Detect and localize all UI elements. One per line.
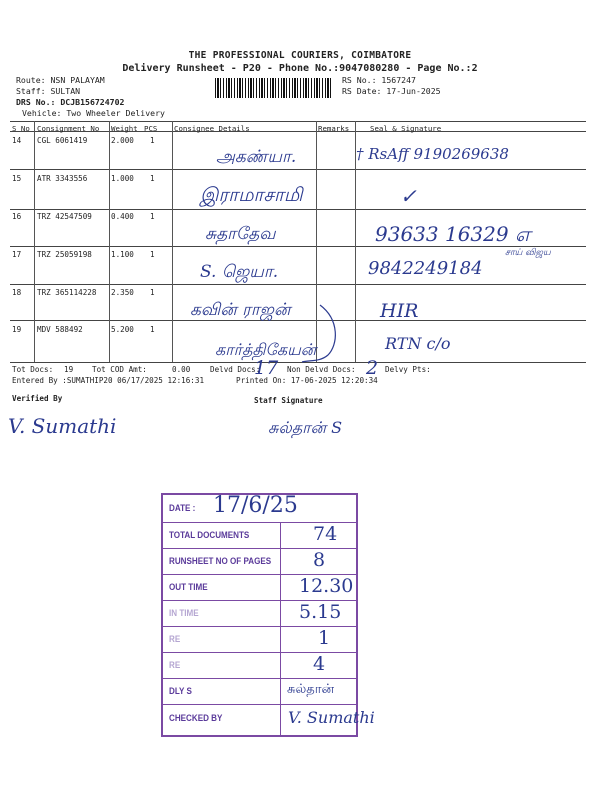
stamp-runsheet-pages: 8 bbox=[313, 549, 326, 571]
seal-signature: RTN c/o bbox=[385, 334, 451, 353]
seal-signature: HIR bbox=[380, 300, 419, 322]
ink-stroke bbox=[290, 300, 350, 370]
row-weight: 0.400 bbox=[111, 212, 134, 221]
verified-by-label: Verified By bbox=[12, 394, 63, 403]
non-delvd-label: Non Delvd Docs: bbox=[287, 365, 356, 374]
non-delvd-docs: 2 bbox=[366, 357, 379, 379]
runsheet-subtitle: Delivery Runsheet - P20 - Phone No.:9047080280 - Page No.:2 bbox=[122, 63, 478, 74]
row-consignment: TRZ 25059198 bbox=[37, 250, 92, 259]
tot-cod: 0.00 bbox=[172, 365, 191, 374]
row-pcs: 1 bbox=[150, 288, 155, 297]
row-sno: 19 bbox=[12, 325, 22, 334]
tot-cod-label: Tot COD Amt: bbox=[92, 365, 147, 374]
stamp-in-time: 5.15 bbox=[299, 601, 342, 623]
stamp-dly-signature: சுல்தான் bbox=[287, 682, 335, 697]
seal-signature: 9842249184 bbox=[368, 258, 483, 279]
printed-on: Printed On: 17-06-2025 12:20:34 bbox=[236, 376, 378, 385]
row-pcs: 1 bbox=[150, 325, 155, 334]
stamp-label-total-documents: TOTAL DOCUMENTS bbox=[169, 530, 250, 541]
row-pcs: 1 bbox=[150, 136, 155, 145]
stamp-label-row6: RE bbox=[169, 660, 181, 671]
staff: Staff: SULTAN bbox=[16, 86, 81, 96]
consignee-signature: கவின் ராஜன் bbox=[190, 300, 291, 320]
row-weight: 1.000 bbox=[111, 174, 134, 183]
stamp-label-runsheet-pages: RUNSHEET NO OF PAGES bbox=[169, 556, 272, 567]
tot-docs: 19 bbox=[64, 365, 74, 374]
row-sno: 14 bbox=[12, 136, 22, 145]
consignee-signature: S. ஜெயா. bbox=[200, 262, 279, 282]
delivery-stamp bbox=[161, 493, 375, 737]
row-weight: 1.100 bbox=[111, 250, 134, 259]
stamp-date-label: DATE : bbox=[169, 503, 196, 514]
company-title: THE PROFESSIONAL COURIERS, COIMBATORE bbox=[188, 50, 412, 61]
row-pcs: 1 bbox=[150, 212, 155, 221]
stamp-row6-value: 4 bbox=[313, 653, 326, 675]
col-seal: Seal & Signature bbox=[370, 124, 442, 133]
consignee-signature: இராமாசாமி bbox=[200, 184, 303, 206]
row-sno: 17 bbox=[12, 250, 22, 259]
staff-signature-label: Staff Signature bbox=[254, 396, 323, 405]
seal-signature: 93633 16329 எ bbox=[375, 222, 531, 246]
row-pcs: 1 bbox=[150, 174, 155, 183]
staff-signature: சுல்தான் S bbox=[268, 418, 343, 437]
col-consignee: Consignee Details bbox=[174, 124, 250, 133]
row-consignment: ATR 3343556 bbox=[37, 174, 88, 183]
rs-number: RS No.: 1567247 bbox=[342, 75, 416, 85]
delvd-label: Delvd Docs: bbox=[210, 365, 261, 374]
row-weight: 2.350 bbox=[111, 288, 134, 297]
col-sno: S No bbox=[12, 124, 30, 133]
verified-by-signature: V. Sumathi bbox=[8, 414, 117, 438]
stamp-checked-by-signature: V. Sumathi bbox=[288, 708, 375, 727]
entered-by: Entered By :SUMATHIP20 06/17/2025 12:16:31 bbox=[12, 376, 205, 385]
stamp-label-row5: RE bbox=[169, 634, 181, 645]
row-consignment: CGL 6061419 bbox=[37, 136, 88, 145]
row-sno: 15 bbox=[12, 174, 22, 183]
barcode bbox=[215, 78, 331, 98]
tot-docs-label: Tot Docs: bbox=[12, 365, 54, 374]
consignee-signature: சுதாதேவ bbox=[205, 224, 276, 244]
row-consignment: TRZ 42547509 bbox=[37, 212, 92, 221]
col-pcs: PCS bbox=[144, 124, 158, 133]
col-remarks: Remarks bbox=[318, 124, 350, 133]
col-consignment: Consignment No bbox=[37, 124, 100, 133]
stamp-label-out-time: OUT TIME bbox=[169, 582, 208, 593]
stamp-row5-value: 1 bbox=[318, 627, 331, 649]
seal-signature: ✓ bbox=[400, 184, 417, 208]
drs-number: DRS No.: DCJB156724702 bbox=[16, 97, 125, 107]
vehicle: Vehicle: Two Wheeler Delivery bbox=[22, 108, 165, 118]
note-signature: சாய் விஜய bbox=[505, 248, 551, 258]
stamp-total-documents: 74 bbox=[313, 523, 338, 545]
delvy-pts-label: Delvy Pts: bbox=[385, 365, 431, 374]
consignee-signature: அகண்யா. bbox=[216, 147, 297, 167]
stamp-out-time: 12.30 bbox=[299, 575, 354, 597]
stamp-label-dly: DLY S bbox=[169, 686, 192, 697]
rs-date: RS Date: 17-Jun-2025 bbox=[342, 86, 441, 96]
row-sno: 16 bbox=[12, 212, 22, 221]
col-weight: Weight bbox=[111, 124, 138, 133]
row-weight: 5.200 bbox=[111, 325, 134, 334]
row-pcs: 1 bbox=[150, 250, 155, 259]
row-consignment: TRZ 365114228 bbox=[37, 288, 97, 297]
row-sno: 18 bbox=[12, 288, 22, 297]
row-consignment: MDV 588492 bbox=[37, 325, 83, 334]
stamp-label-in-time: IN TIME bbox=[169, 608, 199, 619]
row-weight: 2.000 bbox=[111, 136, 134, 145]
route: Route: NSN PALAYAM bbox=[16, 75, 105, 85]
consignee-signature: கார்த்திகேயன் bbox=[215, 340, 317, 359]
stamp-label-checked-by: CHECKED BY bbox=[169, 713, 223, 724]
seal-signature: † RsAff 9190269638 bbox=[356, 145, 509, 163]
delvd-docs: 17 bbox=[254, 357, 279, 379]
stamp-date: 17/6/25 bbox=[213, 493, 298, 518]
